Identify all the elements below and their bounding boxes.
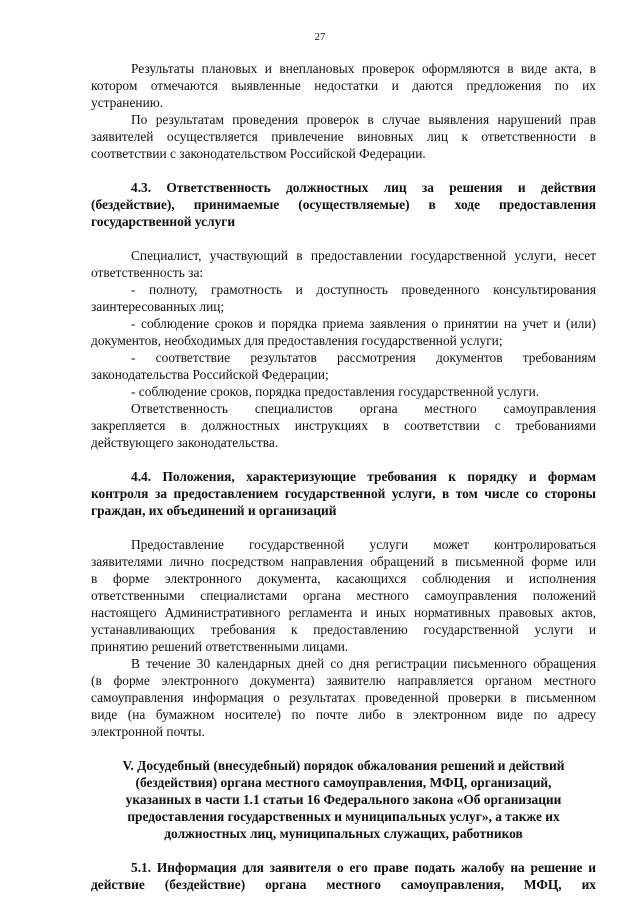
text-line: ответственность за: — [91, 265, 204, 280]
text-line: законодательства Российской Федерации; — [91, 367, 329, 382]
text-line: - соответствие результатов рассмотрения документов требованиям — [131, 350, 596, 365]
text-line: V. Досудебный (внесудебный) порядок обжалования решений и действий — [122, 758, 565, 773]
text-line: должностных лиц, муниципальных служащих, работников — [164, 826, 523, 841]
text-line: электронной почты. — [91, 724, 205, 739]
text-line: 4.4. Положения, характеризующие требования к порядку и формам — [131, 469, 596, 484]
text-line: предоставления государственных и муниципальных услуг», а также их — [127, 809, 560, 824]
blank-line — [91, 230, 596, 247]
blank-line — [91, 740, 596, 757]
text-line: 5.1. Информация для заявителя о его праве подать жалобу на решение и — [131, 860, 596, 875]
text-line: действие (бездействие) органа местного самоуправления, МФЦ, их — [91, 877, 596, 892]
text-line: соответствии с законодательством Российской Федерации. — [91, 146, 426, 161]
text-line: настоящего Административного регламента и иных нормативных правовых актов, — [91, 605, 596, 620]
text-line: документов, необходимых для предоставления государственной услуги; — [91, 333, 503, 348]
text-line: - соблюдение сроков и порядка приема заявления о принятии на учет и (или) — [131, 316, 596, 331]
text-line: Результаты плановых и внеплановых проверок оформляются в виде акта, в — [131, 61, 596, 76]
text-line: в форме электронного документа, касающихся соблюдения и исполнения — [91, 571, 596, 586]
text-line: - соблюдение сроков, порядка предоставления государственной услуги. — [131, 384, 540, 399]
text-line: По результатам проведения проверок в случае выявления нарушений прав — [131, 112, 596, 127]
blank-line — [91, 451, 596, 468]
text-line: (бездействие), принимаемые (осуществляемые) в ходе предоставления — [91, 197, 596, 212]
page-number: 27 — [314, 31, 326, 43]
text-line: закрепляется в должностных инструкциях в соответствии с требованиями — [91, 418, 596, 433]
text-line: устанавливающих требования к предоставлению государственной услуги и — [91, 622, 596, 637]
text-line: виде (на бумажном носителе) по почте либо в электронном виде по адресу — [91, 707, 596, 722]
text-line: Предоставление государственной услуги может контролироваться — [131, 537, 596, 552]
text-line: Ответственность специалистов органа местного самоуправления — [131, 401, 596, 416]
document-body — [91, 60, 596, 893]
text-line: В течение 30 календарных дней со дня регистрации письменного обращения — [131, 656, 596, 671]
text-line: (в форме электронного документа) заявителю направляется органом местного — [91, 673, 596, 688]
text-line: государственной услуги — [91, 214, 236, 229]
text-line: Специалист, участвующий в предоставлении государственной услуги, несет — [131, 248, 596, 263]
text-line: самоуправления информация о результатах проведенной проверки в письменном — [91, 690, 596, 705]
text-line: заявителей осуществляется привлечение виновных лиц к ответственности в — [91, 129, 596, 144]
text-line: ответственными специалистами органа местного самоуправления положений — [91, 588, 596, 603]
text-line: действующего законодательства. — [91, 435, 279, 450]
text-line: котором отмечаются выявленные недостатки и даются предложения по их — [91, 78, 596, 93]
blank-line — [91, 162, 596, 179]
text-line: граждан, их объединений и организаций — [91, 503, 337, 518]
text-line: принятию решений ответственными лицами. — [91, 639, 349, 654]
blank-line — [91, 519, 596, 536]
blank-line — [91, 842, 596, 859]
text-line: контроля за предоставлением государственной услуги, в том числе со стороны — [91, 486, 596, 501]
text-line: 4.3. Ответственность должностных лиц за решения и действия — [131, 180, 596, 195]
text-line: заинтересованных лиц; — [91, 299, 225, 314]
text-line: (бездействия) органа местного самоуправления, МФЦ, организаций, — [135, 775, 552, 790]
text-line: заявителями лично посредством направления обращений в письменной форме или — [91, 554, 596, 569]
text-line: устранению. — [91, 95, 164, 110]
text-line: - полноту, грамотность и доступность проведенного консультирования — [131, 282, 596, 297]
text-line: указанных в части 1.1 статьи 16 Федерального закона «Об организации — [125, 792, 562, 807]
